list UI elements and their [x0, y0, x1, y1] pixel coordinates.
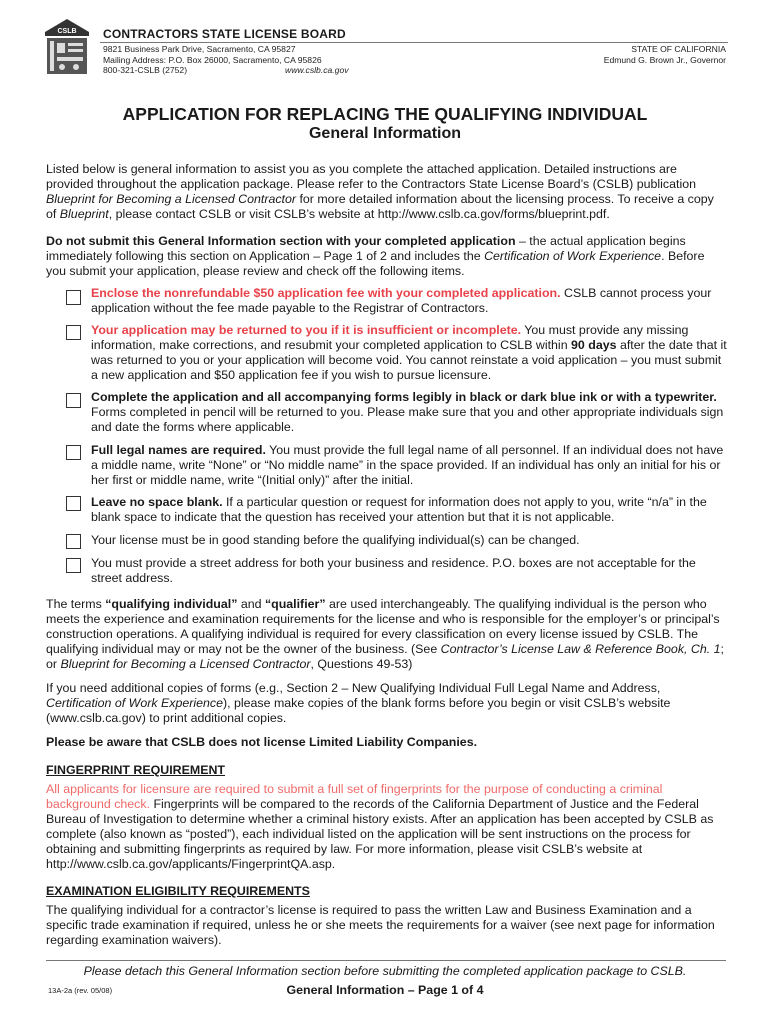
checkbox-no-blank[interactable]	[66, 496, 81, 511]
checklist-item-no-blank: Leave no space blank. If a particular question or request for information does not apply to you, write “n/a” in the blank space to indicate that the question has received your attention but that it is not applicable.	[91, 495, 707, 524]
checklist-item-returned: Your application may be returned to you if it is insufficient or incomplete. You must provide any missing information, make corrections, and resubmit your completed application to CSLB within 90 days after the date that it was returned to you or your application will become void. You cannot reinstate a void application – you must submit a new application and $50 application fee if you wish to pursue licensure.	[91, 323, 727, 382]
document-title: APPLICATION FOR REPLACING THE QUALIFYING INDIVIDUAL	[122, 104, 648, 124]
logo-text: CSLB	[57, 28, 77, 35]
page-number: General Information – Page 1 of 4	[286, 983, 484, 997]
mailing-address: Mailing Address: P.O. Box 26000, Sacramento, CA 95826	[103, 54, 322, 65]
governor-name: Edmund G. Brown Jr., Governor	[603, 54, 726, 65]
phone-number: 800-321-CSLB (2752)	[103, 65, 188, 75]
checkbox-good-standing[interactable]	[66, 534, 81, 549]
checklist-item-fee: Enclose the nonrefundable $50 application fee with your completed application. CSLB cannot process your application without the fee made payable to the Registrar of Contractors.	[91, 286, 712, 315]
exam-heading: EXAMINATION ELIGIBILITY REQUIREMENTS	[46, 884, 310, 898]
board-name: CONTRACTORS STATE LICENSE BOARD	[103, 27, 346, 41]
state-name: STATE OF CALIFORNIA	[631, 44, 726, 54]
checklist-item-legible: Complete the application and all accompanying forms legibly in black or dark blue ink or with a typewriter. Forms completed in pencil will be returned to you. Please make sure that you and other appropriate individuals sign and date the forms where applicable.	[91, 390, 724, 434]
checklist-item-legal-names: Full legal names are required. You must provide the full legal name of all personnel. If an individual does not have a middle name, write “None” or “No middle name” in the space provided. If an individual has only an initial for his or her first or middle name, write “(Initial only)” after the initial.	[91, 443, 724, 487]
checkbox-legible[interactable]	[66, 393, 81, 408]
header-divider	[100, 42, 728, 43]
checkbox-fee[interactable]	[66, 290, 81, 305]
llc-notice: Please be aware that CSLB does not license Limited Liability Companies.	[46, 735, 478, 749]
footer-divider	[46, 960, 726, 961]
form-number: 13A-2a (rev. 05/08)	[48, 986, 113, 995]
copies-paragraph: If you need additional copies of forms (e.g., Section 2 – New Qualifying Individual Full Legal Name and Address, Certification of Work Experience), please make copies of the blank forms before you begin or visit CSLB’s website (www.cslb.ca.gov) to print additional copies.	[46, 681, 671, 725]
cslb-logo	[44, 18, 90, 76]
intro-paragraph: Listed below is general information to assist you as you complete the attached application. Detailed instructions are provided throughout the application package. Please refer to the Contractors State License Board’s (CSLB) publication Blueprint for Becoming a Licensed Contractor for more detailed information about the licensing process. To receive a copy of Blueprint, please contact CSLB or visit CSLB’s website at http://www.cslb.ca.gov/forms/blueprint.pdf.	[46, 162, 714, 221]
submit-instruction-paragraph: Do not submit this General Information section with your completed application – the actual application begins immediately following this section on Application – Page 1 of 2 and includes the Certification of Work Experience. Before you submit your application, please review and check off the following items.	[46, 234, 705, 278]
state-info	[604, 44, 726, 65]
qualifying-individual-paragraph: The terms “qualifying individual” and “qualifier” are used interchangeably. The qualifying individual is the person who meets the experience and examination requirements for the license and who is responsible for the employer’s or principal’s construction operations. A qualifying individual is required for every classification on every license issued by CSLB. The qualifying individual may or may not be the owner of the business. (See Contractor’s License Law & Reference Book, Ch. 1; or Blueprint for Becoming a Licensed Contractor, Questions 49-53)	[46, 597, 724, 671]
fingerprint-paragraph: All applicants for licensure are required to submit a full set of fingerprints for the purpose of conducting a criminal background check. Fingerprints will be compared to the records of the California Department of Justice and the Federal Bureau of Investigation to determine whether a criminal history exists. After an application has been accepted by CSLB as complete (also known as “posted”), each individual listed on the application will be sent instructions on the process for obtaining and submitting fingerprints as required by law. For more information, please visit CSLB’s website at http://www.cslb.ca.gov/applicants/FingerprintQA.asp.	[46, 782, 714, 871]
checklist-item-good-standing: Your license must be in good standing before the qualifying individual(s) can be changed.	[91, 533, 580, 547]
exam-paragraph: The qualifying individual for a contractor’s license is required to pass the written Law and Business Examination and a specific trade examination if required, unless he or she meets the requirements for a waiver (see next page for information regarding examination waivers).	[46, 903, 715, 947]
fingerprint-heading: FINGERPRINT REQUIREMENT	[46, 763, 225, 777]
checklist-item-street-address: You must provide a street address for both your business and residence. P.O. boxes are not acceptable for the street address.	[91, 556, 696, 585]
checkbox-street-address[interactable]	[66, 558, 81, 573]
document-subtitle: General Information	[308, 125, 462, 142]
checkbox-legal-names[interactable]	[66, 445, 81, 460]
website-link[interactable]: www.cslb.ca.gov	[285, 65, 349, 75]
detach-note: Please detach this General Information section before submitting the completed application package to CSLB.	[83, 964, 687, 978]
board-address	[103, 44, 349, 76]
street-address: 9821 Business Park Drive, Sacramento, CA 95827	[103, 44, 296, 54]
checkbox-returned[interactable]	[66, 325, 81, 340]
